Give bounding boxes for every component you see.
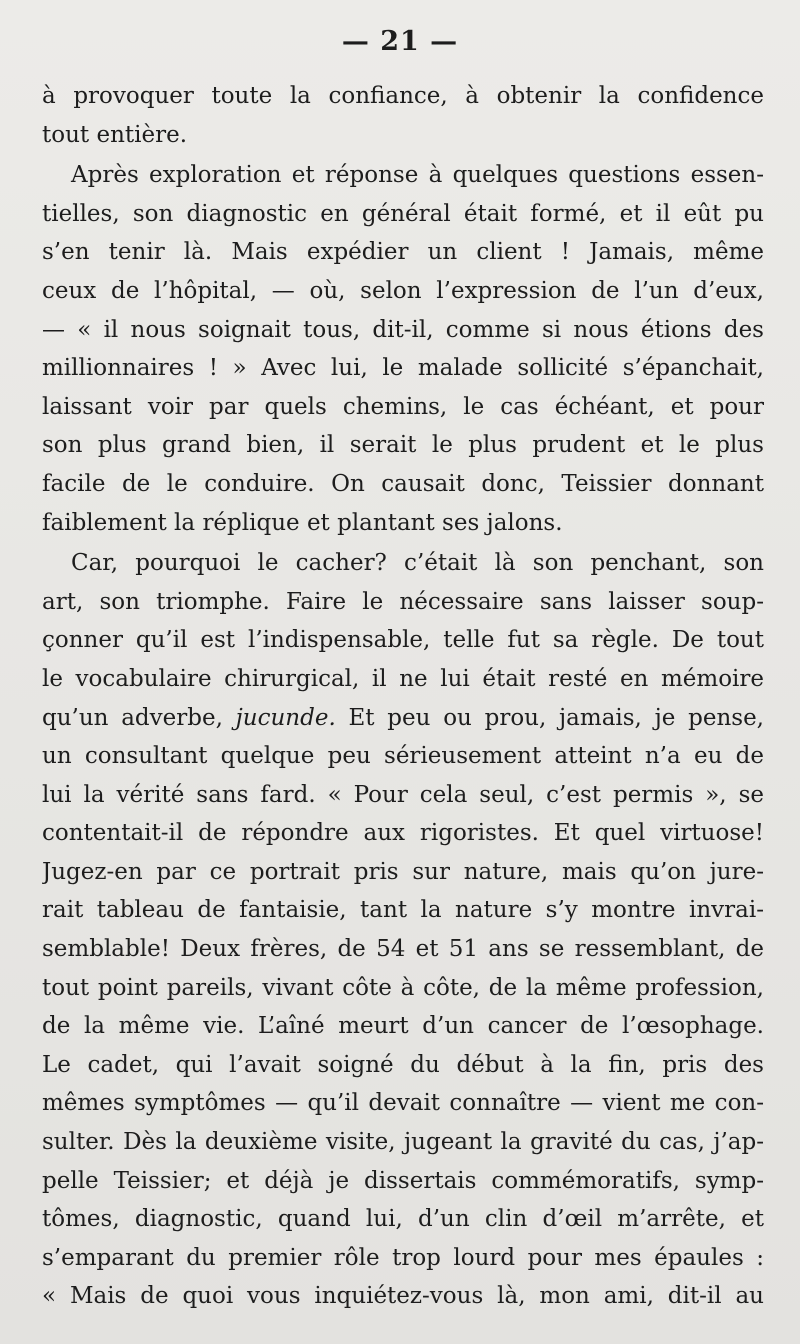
text-line-25: de la même vie. L’aîné meurt d’un cancer de l’œsophage.: [42, 1013, 764, 1040]
italic-jucunde: jucunde.: [235, 704, 336, 731]
text-line-20: contentait-il de répondre aux rigoristes. Et quel virtuose!: [42, 820, 764, 847]
text-line-24: tout point pareils, vivant côte à côte, de la même profession,: [42, 974, 764, 1001]
text-line-26: Le cadet, qui l’avait soigné du début à la fin, pris des: [42, 1051, 764, 1078]
text-line-23: semblable! Deux frères, de 54 et 51 ans se ressemblant, de: [42, 936, 764, 963]
text-line-28: sulter. Dès la deuxième visite, jugeant la gravité du cas, j’ap-: [42, 1129, 764, 1156]
text-line-11: facile de le conduire. On causait donc, Teissier donnant: [42, 470, 764, 497]
text-line-17: [42, 699, 764, 738]
text-line-15: çonner qu’il est l’indispensable, telle fut sa règle. De tout: [42, 627, 764, 654]
text-line-22: rait tableau de fantaisie, tant la nature s’y montre invrai-: [42, 897, 764, 924]
page-number: — 21 —: [341, 26, 459, 57]
text-line-1: à provoquer toute la confiance, à obtenir la confidence: [42, 83, 764, 109]
text-line-21: Jugez-en par ce portrait pris sur nature, mais qu’on jure-: [42, 858, 764, 885]
text-line-19: lui la vérité sans fard. « Pour cela seul, c’est permis », se: [42, 781, 764, 808]
text-line-9: laissant voir par quels chemins, le cas échéant, et pour: [42, 393, 764, 420]
text-line-31: s’emparant du premier rôle trop lourd pour mes épaules :: [42, 1244, 764, 1271]
text-line-6: ceux de l’hôpital, — où, selon l’expression de l’un d’eux,: [42, 277, 764, 304]
text-line-17-part-2: Et peu ou prou, jamais, je pense,: [335, 704, 764, 731]
text-line-32: « Mais de quoi vous inquiétez-vous là, mon ami, dit-il au: [42, 1283, 764, 1310]
text-line-16: le vocabulaire chirurgical, il ne lui était resté en mémoire: [42, 665, 764, 692]
text-line-29: pelle Teissier; et déjà je dissertais commémoratifs, symp-: [42, 1167, 764, 1194]
text-line-2: tout entière.: [42, 121, 188, 148]
text-line-7: — « il nous soignait tous, dit-il, comme si nous étions des: [42, 316, 764, 343]
text-line-8: millionnaires ! » Avec lui, le malade sollicité s’épanchait,: [42, 355, 764, 382]
body-text: [42, 77, 764, 1316]
text-line-27: mêmes symptômes — qu’il devait connaître — vient me con-: [42, 1090, 764, 1117]
text-line-30: tômes, diagnostic, quand lui, d’un clin d’œil m’arrête, et: [42, 1206, 764, 1233]
paragraph-3-line-1: Car, pourquoi le cacher? c’était là son penchant, son: [71, 550, 764, 577]
text-line-14: art, son triomphe. Faire le nécessaire sans laisser soup-: [42, 588, 764, 615]
text-line-17-part-1: qu’un adverbe,: [42, 704, 236, 731]
text-line-4: tielles, son diagnostic en général était formé, et il eût pu: [42, 200, 764, 227]
text-line-12: faiblement la réplique et plantant ses jalons.: [42, 509, 563, 536]
paragraph-2-line-1: Après exploration et réponse à quelques questions essen-: [71, 162, 764, 189]
text-line-18: un consultant quelque peu sérieusement atteint n’a eu de: [42, 743, 764, 770]
text-line-10: son plus grand bien, il serait le plus prudent et le plus: [42, 432, 764, 459]
text-line-5: s’en tenir là. Mais expédier un client ! Jamais, même: [42, 239, 764, 266]
